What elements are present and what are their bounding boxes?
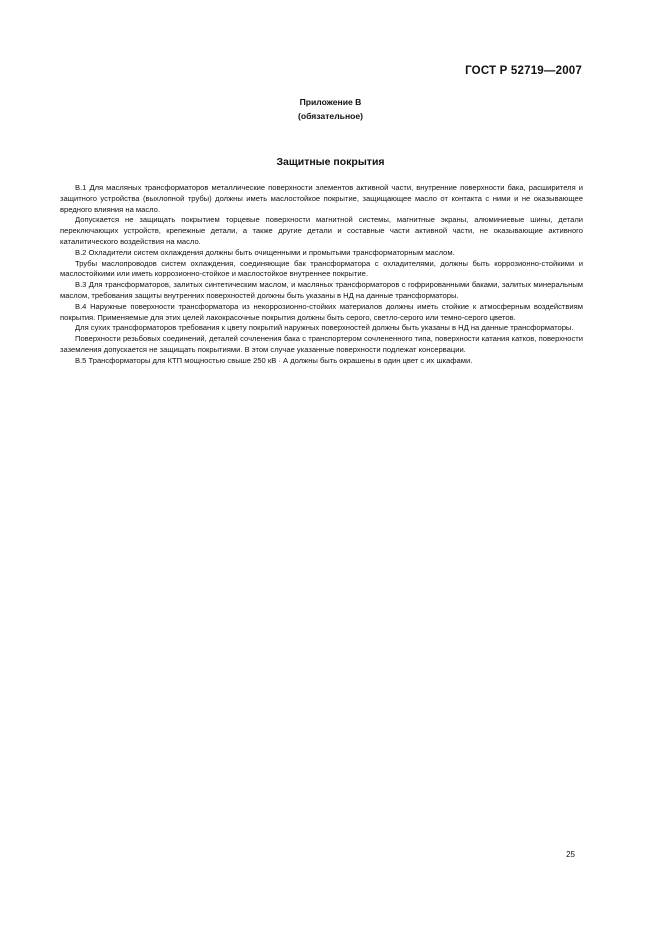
paragraph: В.2 Охладители систем охлаждения должны быть очищенными и промытыми трансформаторным маслом. [75, 247, 455, 257]
paragraph: В.3 Для трансформаторов, залитых синтетическим маслом, и масляных трансформаторов с гофрированными баками, залитых минеральным маслом, требования защиты внутренних поверхностей должны быть указаны в НД на данные трансформаторы. [60, 280, 583, 300]
body-text [60, 183, 583, 367]
paragraph: Допускается не защищать покрытием торцевые поверхности магнитной системы, магнитные экраны, алюминиевые шины, детали переключающих устройств, крепежные детали, а также другие детали и составные части активной части, не оказывающие активного каталитического воздействия на масло. [60, 215, 583, 246]
paragraph: Трубы маслопроводов систем охлаждения, соединяющие бак трансформатора с охладителями, должны быть коррозионно-стойкими и маслостойкими или иметь коррозионно-стойкое и маслостойкое внутреннее покрытие. [60, 258, 583, 279]
standard-code: ГОСТ Р 52719—2007 [465, 65, 582, 77]
paragraph: В.5 Трансформаторы для КТП мощностью свыше 250 кВ · А должны быть окрашены в один цвет с их шкафами. [75, 355, 473, 365]
paragraph: В.4 Наружные поверхности трансформатора из некоррозионно-стойких материалов должны иметь стойкие к атмосферным воздействиям покрытия. Применяемые для этих целей лакокрасочные покрытия должны быть серого, светло-серого или темно-серого цветов. [60, 301, 583, 322]
paragraph: Поверхности резьбовых соединений, деталей сочленения бака с транспортером сочлененного типа, поверхности катания катков, поверхности заземления допускается не защищать покрытиями. В этом случае указанные поверхности подлежат консервации. [60, 334, 583, 354]
annex-title: Приложение В [299, 97, 362, 107]
paragraph: В.1 Для масляных трансформаторов металлические поверхности элементов активной части, внутренние поверхности бака, расширителя и защитного устройства (выхлопной трубы) должны иметь маслостойкое покрытие, защищающее масло от контакта с ними и не оказывающее вредного влияния на масло. [60, 183, 583, 214]
section-title: Защитные покрытия [276, 156, 385, 168]
page-number: 25 [566, 850, 575, 859]
paragraph: Для сухих трансформаторов требования к цвету покрытий наружных поверхностей должны быть указаны в НД на данные трансформаторы. [75, 323, 574, 333]
annex-heading [0, 95, 661, 123]
annex-status: (обязательное) [297, 111, 364, 121]
